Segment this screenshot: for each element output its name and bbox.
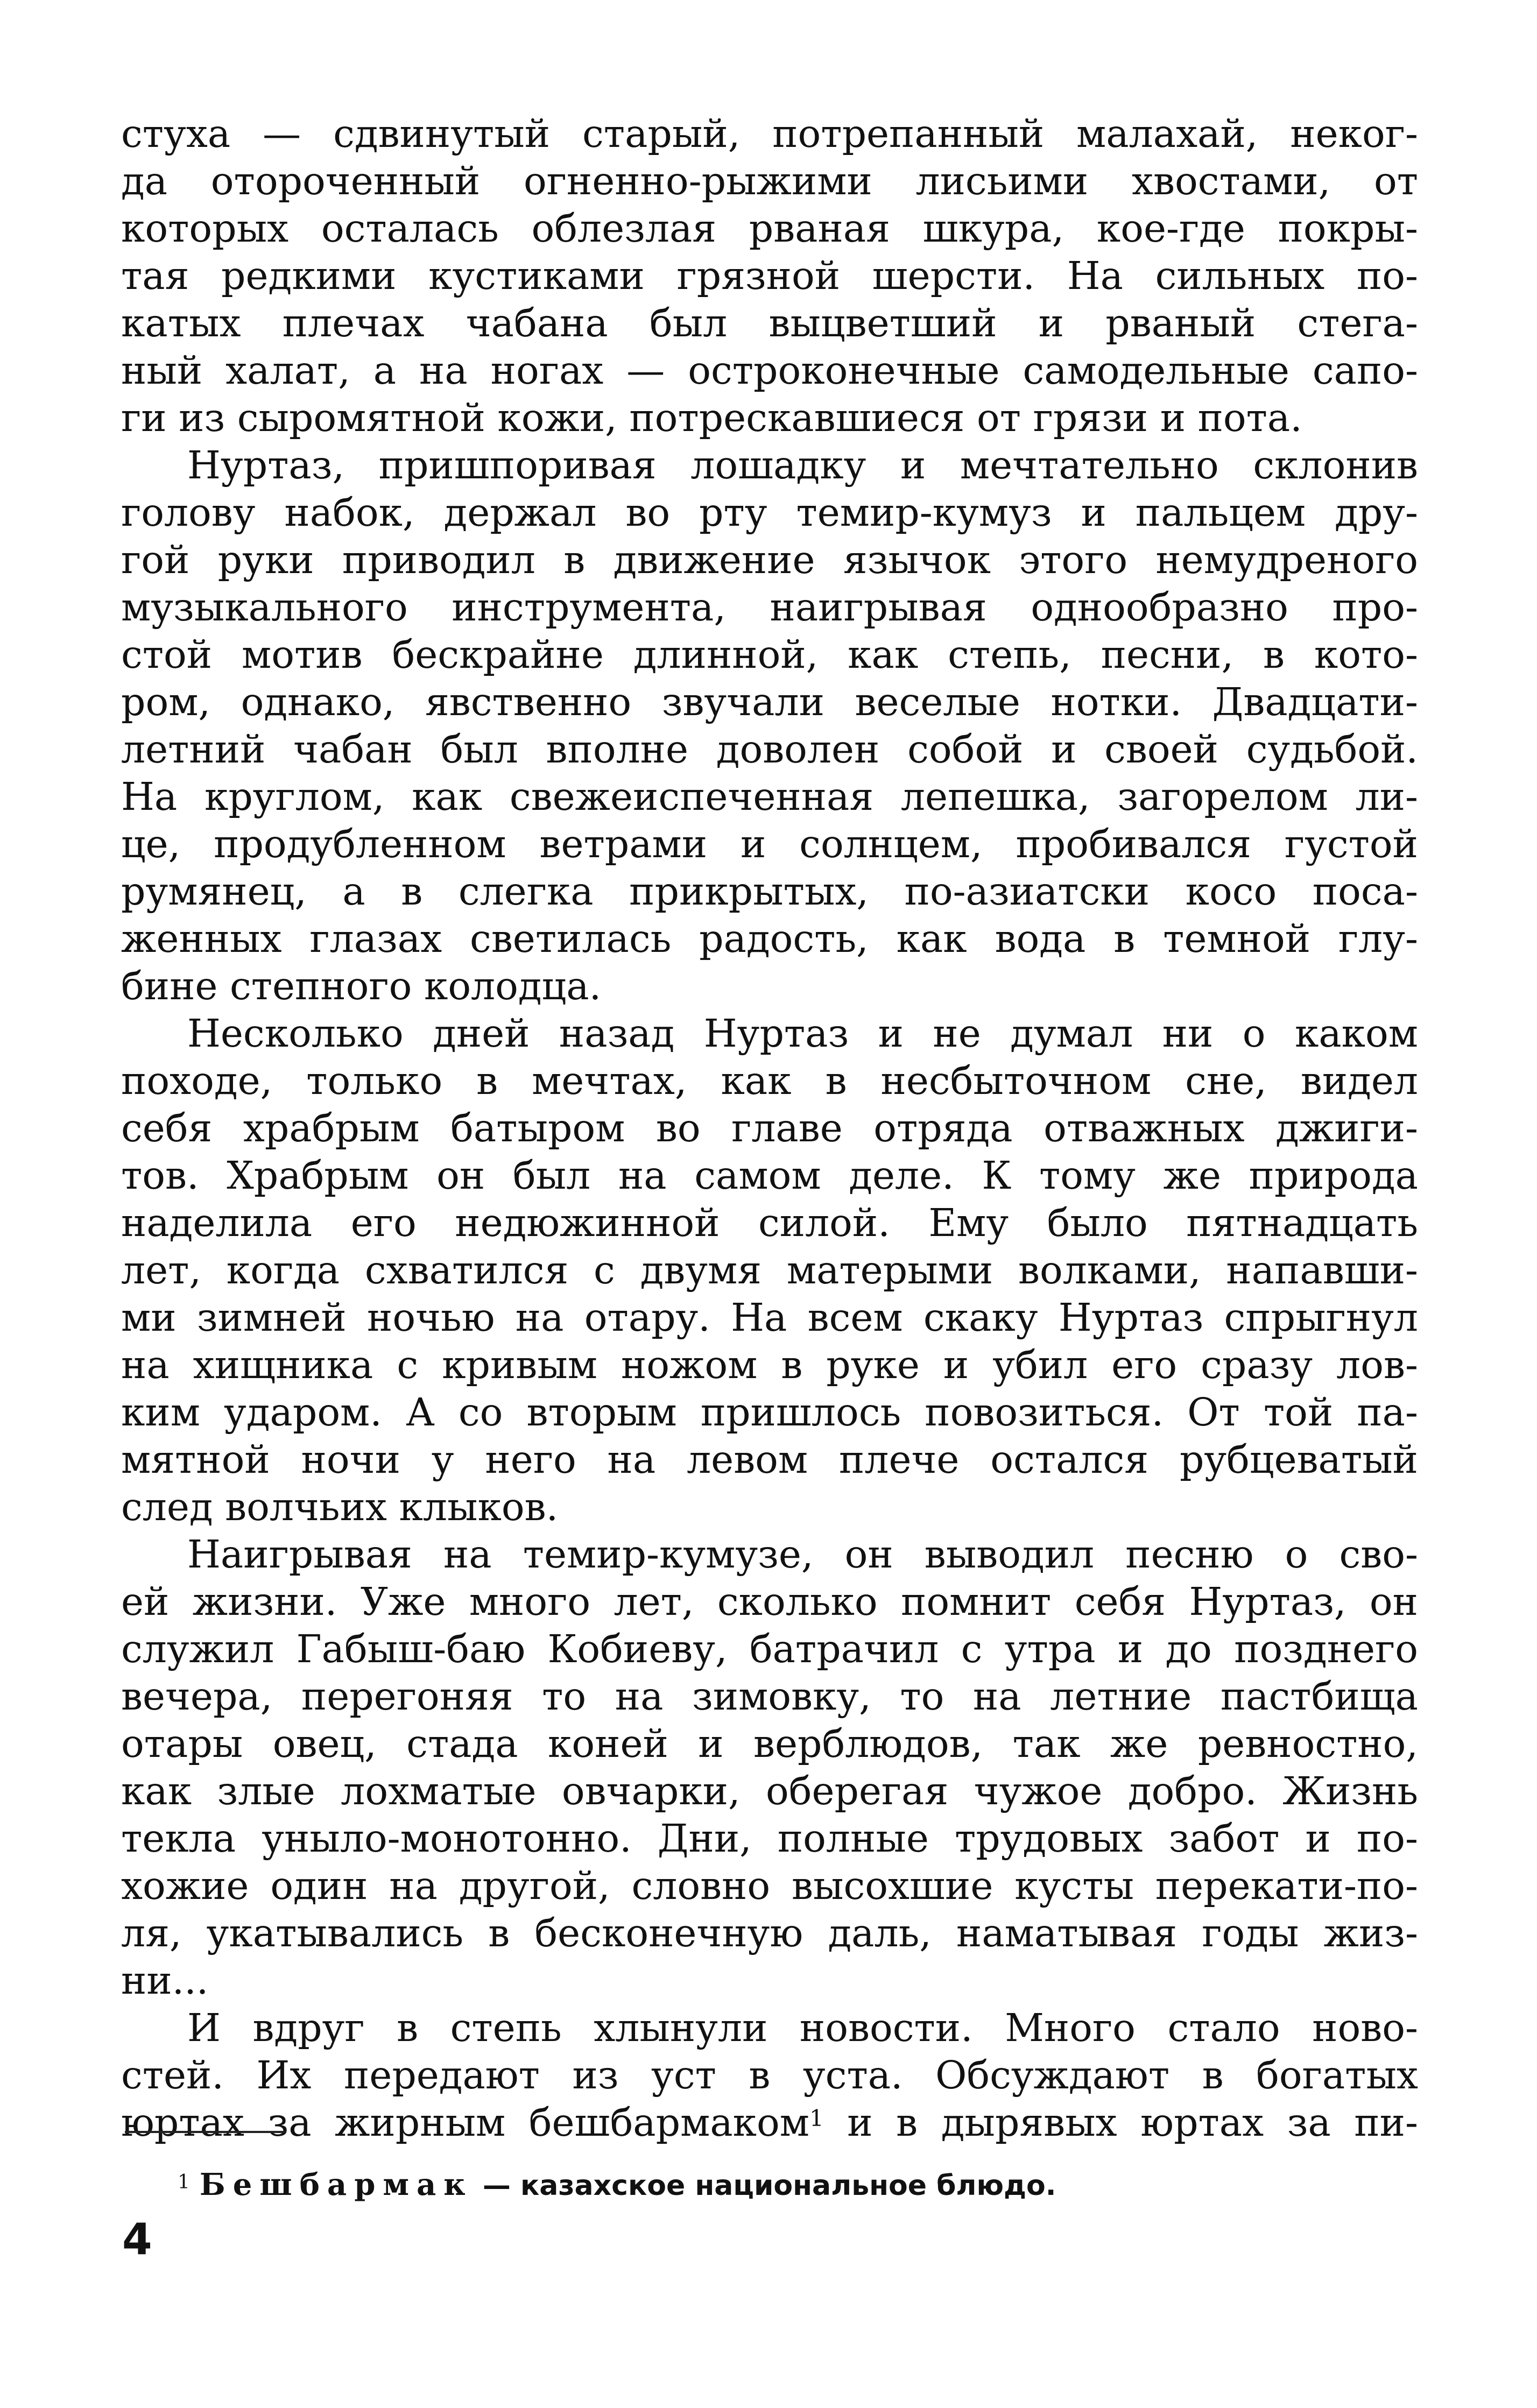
page-number: 4 — [122, 2214, 152, 2264]
text-line: На круглом, как свежеиспеченная лепешка, загорелом ли- — [121, 774, 1418, 819]
text-line: женных глазах светилась радость, как вода в темной глу- — [121, 916, 1418, 961]
text-line: бине степного колодца. — [121, 964, 602, 1008]
text-line: ный халат, а на ногах — остроконечные самодельные сапо- — [121, 348, 1418, 393]
text-line: румянец, а в слегка прикрытых, по-азиатски косо поса- — [121, 869, 1418, 914]
text-line-part: юртах за жирным бешбармаком — [121, 2100, 809, 2145]
text-line: музыкального инструмента, наигрывая однообразно про- — [121, 585, 1418, 630]
text-line: лет, когда схватился с двумя матерыми волками, напавши- — [121, 1248, 1418, 1293]
footnote-definition: — казахское национальное блюдо. — [473, 2170, 1056, 2202]
text-line: тов. Храбрым он был на самом деле. К тому же природа — [121, 1153, 1418, 1198]
main-text — [121, 110, 1418, 2146]
text-line: след волчьих клыков. — [121, 1485, 559, 1529]
text-line: наделила его недюжинной силой. Ему было пятнадцать — [121, 1201, 1418, 1245]
text-line: ром, однако, явственно звучали веселые нотки. Двадцати- — [121, 680, 1418, 724]
text-line: текла уныло-монотонно. Дни, полные трудовых забот и по- — [121, 1816, 1418, 1861]
footnote-marker: 1 — [178, 2171, 190, 2193]
text-line: хожие один на другой, словно высохшие кусты перекати-по- — [121, 1863, 1418, 1908]
text-line: це, продубленном ветрами и солнцем, пробивался густой — [121, 822, 1418, 866]
text-line: отары овец, стада коней и верблюдов, так же ревностно, — [121, 1721, 1418, 1766]
text-line: походе, только в мечтах, как в несбыточном сне, видел — [121, 1058, 1418, 1103]
text-line: летний чабан был вполне доволен собой и своей судьбой. — [121, 727, 1418, 772]
text-line: катых плечах чабана был выцветший и рваный стега- — [121, 301, 1418, 345]
text-line: которых осталась облезлая рваная шкура, кое-где покры- — [121, 206, 1418, 251]
text-line: стуха — сдвинутый старый, потрепанный малахай, неког- — [121, 111, 1418, 156]
text-line: гой руки приводил в движение язычок этого немудреного — [121, 538, 1418, 582]
text-line: служил Габыш-баю Кобиеву, батрачил с утра и до позднего — [121, 1627, 1418, 1671]
text-line: ей жизни. Уже много лет, сколько помнит себя Нуртаз, он — [121, 1579, 1418, 1624]
text-line: стей. Их передают из уст в уста. Обсуждают в богатых — [121, 2053, 1418, 2098]
footnote-term: Бешбармак — [199, 2167, 473, 2202]
text-line: вечера, перегоняя то на зимовку, то на летние пастбища — [121, 1674, 1418, 1719]
text-line: ми зимней ночью на отару. На всем скаку Нуртаз спрыгнул — [121, 1295, 1418, 1340]
text-line: на хищника с кривым ножом в руке и убил его сразу лов- — [121, 1343, 1418, 1387]
text-line: И вдруг в степь хлынули новости. Много стало ново- — [187, 2006, 1418, 2050]
footnote-divider — [125, 2131, 286, 2133]
text-line: Наигрывая на темир-кумузе, он выводил песню о сво- — [187, 1532, 1418, 1577]
text-line: ги из сыромятной кожи, потрескавшиеся от грязи и пота. — [121, 396, 1302, 440]
text-line: как злые лохматые овчарки, оберегая чужое добро. Жизнь — [121, 1769, 1418, 1813]
text-line: ким ударом. А со вторым пришлось повозиться. От той па- — [121, 1390, 1418, 1435]
text-line: Нуртаз, пришпоривая лошадку и мечтательно склонив — [187, 443, 1418, 488]
text-line: ни... — [121, 1958, 209, 2003]
text-line: себя храбрым батыром во главе отряда отважных джиги- — [121, 1106, 1418, 1150]
text-line: тая редкими кустиками грязной шерсти. На сильных по- — [121, 253, 1418, 298]
text-line: стой мотив бескрайне длинной, как степь, песни, в кото- — [121, 632, 1418, 677]
footnote-reference: 1 — [809, 2105, 824, 2131]
text-line: Несколько дней назад Нуртаз и не думал ни о каком — [187, 1011, 1418, 1056]
text-line: мятной ночи у него на левом плече остался рубцеватый — [121, 1437, 1418, 1482]
text-line: да отороченный огненно-рыжими лисьими хвостами, от — [121, 159, 1418, 203]
text-line-with-footnote — [121, 2099, 1418, 2146]
footnote — [178, 2166, 1056, 2205]
text-line: голову набок, держал во рту темир-кумуз и пальцем дру- — [121, 490, 1418, 535]
text-line-part: и в дырявых юртах за пи- — [847, 2100, 1418, 2145]
text-line: ля, укатывались в бесконечную даль, наматывая годы жиз- — [121, 1911, 1418, 1955]
